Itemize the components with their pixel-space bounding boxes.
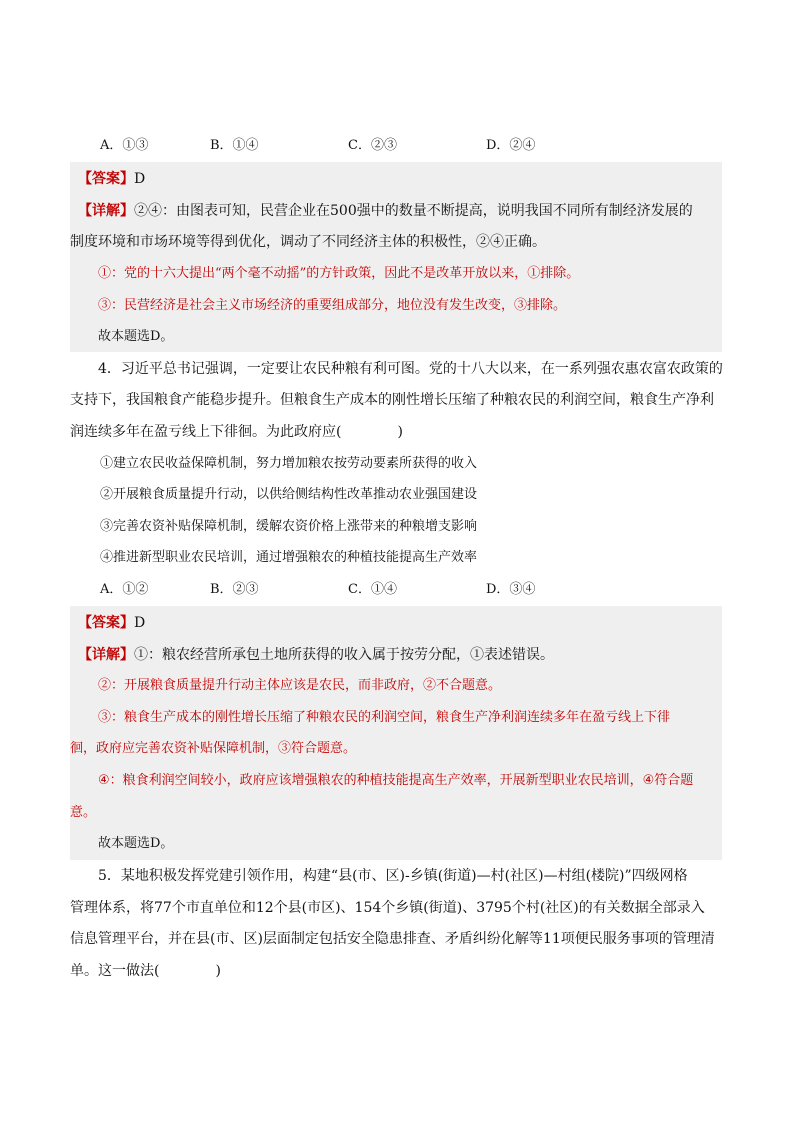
q4-red-note-3-line-2: 意。 — [70, 805, 97, 820]
q4-options — [100, 580, 700, 600]
q4-stem-line-1: 4．习近平总书记强调，一定要让农民种粮有利可图。党的十八大以来，在一系列强农惠农富农政策的 — [98, 361, 723, 377]
q4-statement-1: ①建立农民收益保障机制，努力增加粮农按劳动要素所获得的收入 — [100, 456, 478, 471]
q4-statement-4: ④推进新型职业农民培训，通过增强粮农的种植技能提高生产效率 — [100, 550, 478, 565]
q3-red-note-2: ③：民营经济是社会主义市场经济的重要组成部分，地位没有发生改变，③排除。 — [98, 298, 567, 313]
q3-detail-line-1 — [78, 201, 693, 221]
q5-stem-line-3: 信息管理平台，并在县(市、区)层面制定包括安全隐患排查、矛盾纠纷化解等11项便民服务事项的管理清 — [70, 931, 715, 947]
answer-label: 【答案】 — [78, 171, 134, 187]
q4-red-note-3-line-1: ④：粮食利润空间较小，政府应该增强粮农的种植技能提高生产效率，开展新型职业农民培训，④符合题 — [98, 773, 694, 788]
detail-text: ②④：由图表可知，民营企业在500强中的数量不断提高，说明我国不同所有制经济发展的 — [134, 203, 693, 219]
q3-option-b: B．①④ — [210, 138, 259, 153]
q3-explanation-block — [70, 162, 722, 352]
q3-red-note-1: ①：党的十六大提出“两个毫不动摇”的方针政策，因此不是改革开放以来，①排除。 — [98, 266, 580, 281]
answer-label: 【答案】 — [78, 615, 134, 631]
q4-stem-line-3: 润连续多年在盈亏线上下徘徊。为此政府应( ) — [70, 424, 403, 440]
detail-label: 【详解】 — [78, 203, 134, 219]
q4-answer — [78, 613, 145, 633]
q4-stem-line-2: 支持下，我国粮食产能稳步提升。但粮食生产成本的刚性增长压缩了种粮农民的利润空间，粮食生产净利 — [70, 392, 714, 408]
detail-text: ①：粮农经营所承包土地所获得的收入属于按劳分配，①表述错误。 — [134, 647, 554, 663]
q4-red-note-2-line-1: ③：粮食生产成本的刚性增长压缩了种粮农民的利润空间，粮食生产净利润连续多年在盈亏线上下徘 — [98, 710, 671, 725]
q5-stem-line-1: 5．某地积极发挥党建引领作用，构建“县(市、区)-乡镇(街道)—村(社区)—村组(楼院)”四级网格 — [98, 868, 688, 884]
q4-detail-line-1 — [78, 645, 554, 665]
q4-red-note-1: ②：开展粮食质量提升行动主体应该是农民，而非政府，②不合题意。 — [98, 678, 502, 693]
answer-value: D — [134, 171, 146, 187]
q3-options — [100, 136, 700, 156]
q4-option-a: A．①② — [100, 582, 149, 597]
q4-option-c: C．①④ — [348, 582, 397, 597]
answer-value: D — [134, 615, 146, 631]
q4-option-d: D．③④ — [486, 582, 536, 597]
q3-option-d: D．②④ — [486, 138, 536, 153]
q4-statement-3: ③完善农资补贴保障机制，缓解农资价格上涨带来的种粮增支影响 — [100, 519, 478, 534]
q4-option-b: B．②③ — [210, 582, 259, 597]
q5-stem-line-4: 单。这一做法( ) — [70, 963, 221, 979]
q3-option-a: A．①③ — [100, 138, 149, 153]
detail-label: 【详解】 — [78, 647, 134, 663]
q3-conclusion: 故本题选D。 — [98, 329, 174, 344]
q4-red-note-2-line-2: 徊，政府应完善农资补贴保障机制，③符合题意。 — [70, 741, 357, 756]
q3-option-c: C．②③ — [348, 138, 397, 153]
q3-detail-line-2: 制度环境和市场环境等得到优化，调动了不同经济主体的积极性，②④正确。 — [70, 234, 546, 250]
q5-stem-line-2: 管理体系，将77个市直单位和12个县(市区)、154个乡镇(街道)、3795个村(社区)的有关数据全部录入 — [70, 900, 705, 916]
q3-answer — [78, 169, 145, 189]
q4-statement-2: ②开展粮食质量提升行动，以供给侧结构性改革推动农业强国建设 — [100, 487, 478, 502]
q4-conclusion: 故本题选D。 — [98, 836, 174, 851]
